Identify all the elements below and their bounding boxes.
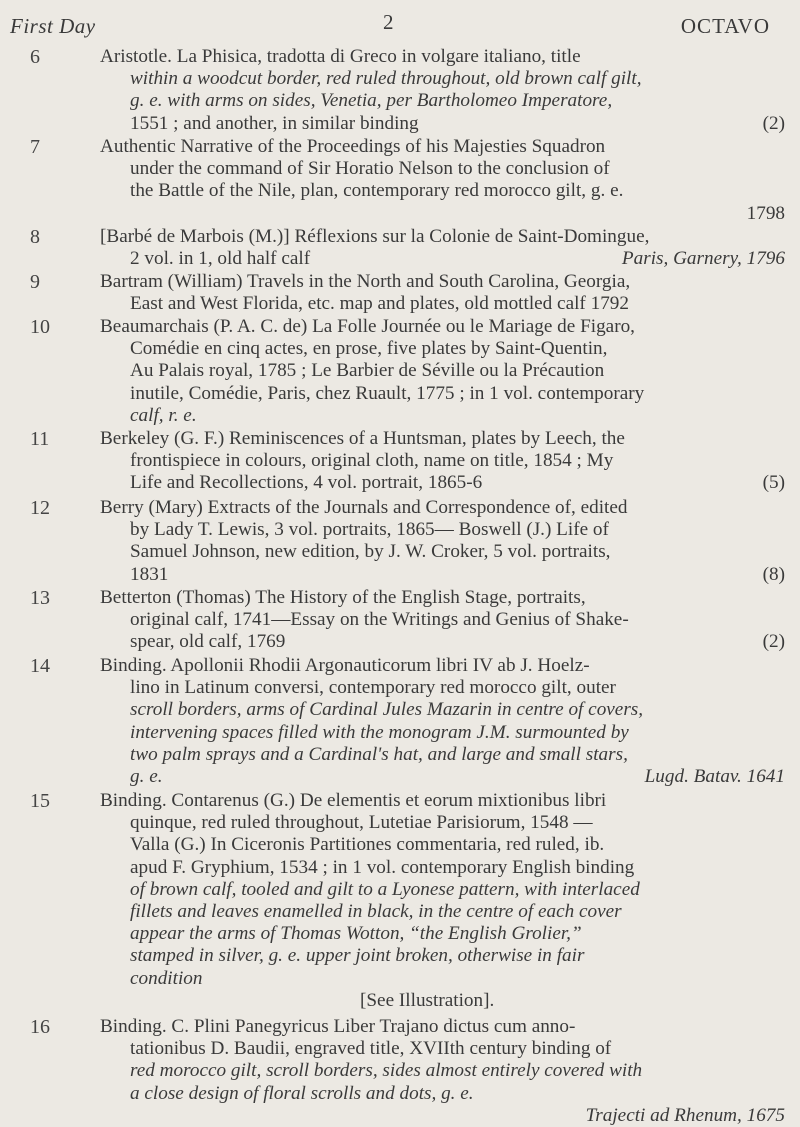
lot-line: Au Palais royal, 1785 ; Le Barbier de Séville ou la Précaution xyxy=(130,360,605,382)
lot-line: intervening spaces filled with the monogram J.M. surmounted by xyxy=(130,721,629,743)
lot-line: Bartram (William) Travels in the North and South Carolina, Georgia, xyxy=(100,271,631,292)
lot-line: Comédie en cinq actes, en prose, five plates by Saint-Quentin, xyxy=(130,338,608,360)
lot-line: Samuel Johnson, new edition, by J. W. Croker, 5 vol. portraits, xyxy=(130,541,611,563)
lot-line: calf, r. e. xyxy=(130,404,197,426)
lot-line: Aristotle. La Phisica, tradotta di Greco in volgare italiano, title xyxy=(100,46,581,67)
lot-number: 16 xyxy=(30,1016,50,1038)
lot-date: 1798 xyxy=(746,202,785,224)
lot-imprint: Paris, Garnery, 1796 xyxy=(621,248,785,270)
lot-number: 8 xyxy=(30,226,40,248)
item-count: (8) xyxy=(762,563,785,585)
lot-line: original calf, 1741—Essay on the Writings and Genius of Shake- xyxy=(130,609,629,631)
lot-line: appear the arms of Thomas Wotton, “the English Grolier,” xyxy=(130,923,582,945)
lot-description xyxy=(100,587,785,654)
lot-description xyxy=(100,46,785,135)
lot-line: Berkeley (G. F.) Reminiscences of a Huntsman, plates by Leech, the xyxy=(100,428,625,449)
lot-number: 12 xyxy=(30,497,50,519)
lot-line: East and West Florida, etc. map and plates, old mottled calf 1792 xyxy=(130,293,629,315)
lot-line: under the command of Sir Horatio Nelson to the conclusion of xyxy=(130,158,610,180)
lot-line: by Lady T. Lewis, 3 vol. portraits, 1865— Boswell (J.) Life of xyxy=(130,519,609,541)
lot-line: [Barbé de Marbois (M.)] Réflexions sur la Colonie de Saint-Domingue, xyxy=(100,226,650,247)
lot-description xyxy=(100,428,785,495)
lot-line: inutile, Comédie, Paris, chez Ruault, 1775 ; in 1 vol. contemporary xyxy=(130,382,645,404)
lot-line: Binding. Apollonii Rhodii Argonauticorum libri IV ab J. Hoelz- xyxy=(100,655,590,676)
lot-number: 10 xyxy=(30,316,50,338)
lot-line: 1831 (8) xyxy=(130,563,785,585)
lot-line: spear, old calf, 1769 (2) xyxy=(130,631,785,653)
lot-description xyxy=(100,271,785,315)
lot-line: stamped in silver, g. e. upper joint broken, otherwise in fair xyxy=(130,945,585,967)
header-format: OCTAVO xyxy=(680,14,770,38)
lot-number: 9 xyxy=(30,271,40,293)
lot-line: Authentic Narrative of the Proceedings of his Majesties Squadron xyxy=(100,136,606,157)
lot-number: 11 xyxy=(30,428,50,450)
lot-description xyxy=(100,316,785,427)
lot-description xyxy=(100,790,785,1012)
lot-line: scroll borders, arms of Cardinal Jules Mazarin in centre of covers, xyxy=(130,699,644,721)
lot-line: of brown calf, tooled and gilt to a Lyonese pattern, with interlaced xyxy=(130,878,640,900)
lot-line: Binding. Contarenus (G.) De elementis et eorum mixtionibus libri xyxy=(100,790,607,811)
lot-description xyxy=(100,1016,785,1127)
lot-line: the Battle of the Nile, plan, contemporary red morocco gilt, g. e. xyxy=(130,180,624,202)
lot-line: Betterton (Thomas) The History of the English Stage, portraits, xyxy=(100,587,586,608)
lot-line: Binding. C. Plini Panegyricus Liber Trajano dictus cum anno- xyxy=(100,1016,576,1037)
lot-line: Valla (G.) In Ciceronis Partitiones commentaria, red ruled, ib. xyxy=(130,834,605,856)
lot-description xyxy=(100,226,785,270)
lot-line: 2 vol. in 1, old half calf Paris, Garnery, 1796 xyxy=(130,248,785,270)
header-day: First Day xyxy=(10,14,96,38)
lot-line: condition xyxy=(130,967,203,989)
lot-line: frontispiece in colours, original cloth, name on title, 1854 ; My xyxy=(130,450,614,472)
lot-number: 7 xyxy=(30,136,40,158)
item-count: (2) xyxy=(762,631,785,653)
lot-number: 15 xyxy=(30,790,50,812)
lot-imprint: Lugd. Batav. 1641 xyxy=(644,765,785,787)
lot-line: fillets and leaves enamelled in black, in the centre of each cover xyxy=(130,900,622,922)
lot-number: 13 xyxy=(30,587,50,609)
lot-line: 1551 ; and another, in similar binding (2) xyxy=(130,112,785,134)
lot-line: within a woodcut border, red ruled throughout, old brown calf gilt, xyxy=(130,68,642,90)
lot-line: lino in Latinum conversi, contemporary red morocco gilt, outer xyxy=(130,677,616,699)
see-illustration-note: [See Illustration]. xyxy=(360,989,495,1011)
lot-line: Berry (Mary) Extracts of the Journals and Correspondence of, edited xyxy=(100,497,628,518)
lot-number: 6 xyxy=(30,46,40,68)
lot-line: quinque, red ruled throughout, Lutetiae Parisiorum, 1548 — xyxy=(130,812,593,834)
item-count: (2) xyxy=(762,112,785,134)
lot-line: a close design of floral scrolls and dots, g. e. xyxy=(130,1082,474,1104)
lot-description xyxy=(100,136,785,225)
item-count: (5) xyxy=(762,472,785,494)
lot-line: apud F. Gryphium, 1534 ; in 1 vol. contemporary English binding xyxy=(130,856,635,878)
lot-line: red morocco gilt, scroll borders, sides almost entirely covered with xyxy=(130,1060,643,1082)
lot-line: two palm sprays and a Cardinal's hat, and large and small stars, xyxy=(130,743,628,765)
lot-line: tationibus D. Baudii, engraved title, XVIIth century binding of xyxy=(130,1038,612,1060)
lot-line: g. e. with arms on sides, Venetia, per Bartholomeo Imperatore, xyxy=(130,90,613,112)
lot-line: Life and Recollections, 4 vol. portrait, 1865-6 (5) xyxy=(130,472,785,494)
page-header xyxy=(0,8,800,42)
lot-line: Beaumarchais (P. A. C. de) La Folle Journée ou le Mariage de Figaro, xyxy=(100,316,635,337)
lot-imprint: Trajecti ad Rhenum, 1675 xyxy=(585,1104,785,1126)
lot-line: g. e. Lugd. Batav. 1641 xyxy=(130,765,785,787)
lot-line xyxy=(100,203,785,225)
lot-description xyxy=(100,655,785,788)
lot-description xyxy=(100,497,785,586)
lot-number: 14 xyxy=(30,655,50,677)
header-page-number: 2 xyxy=(383,10,394,34)
